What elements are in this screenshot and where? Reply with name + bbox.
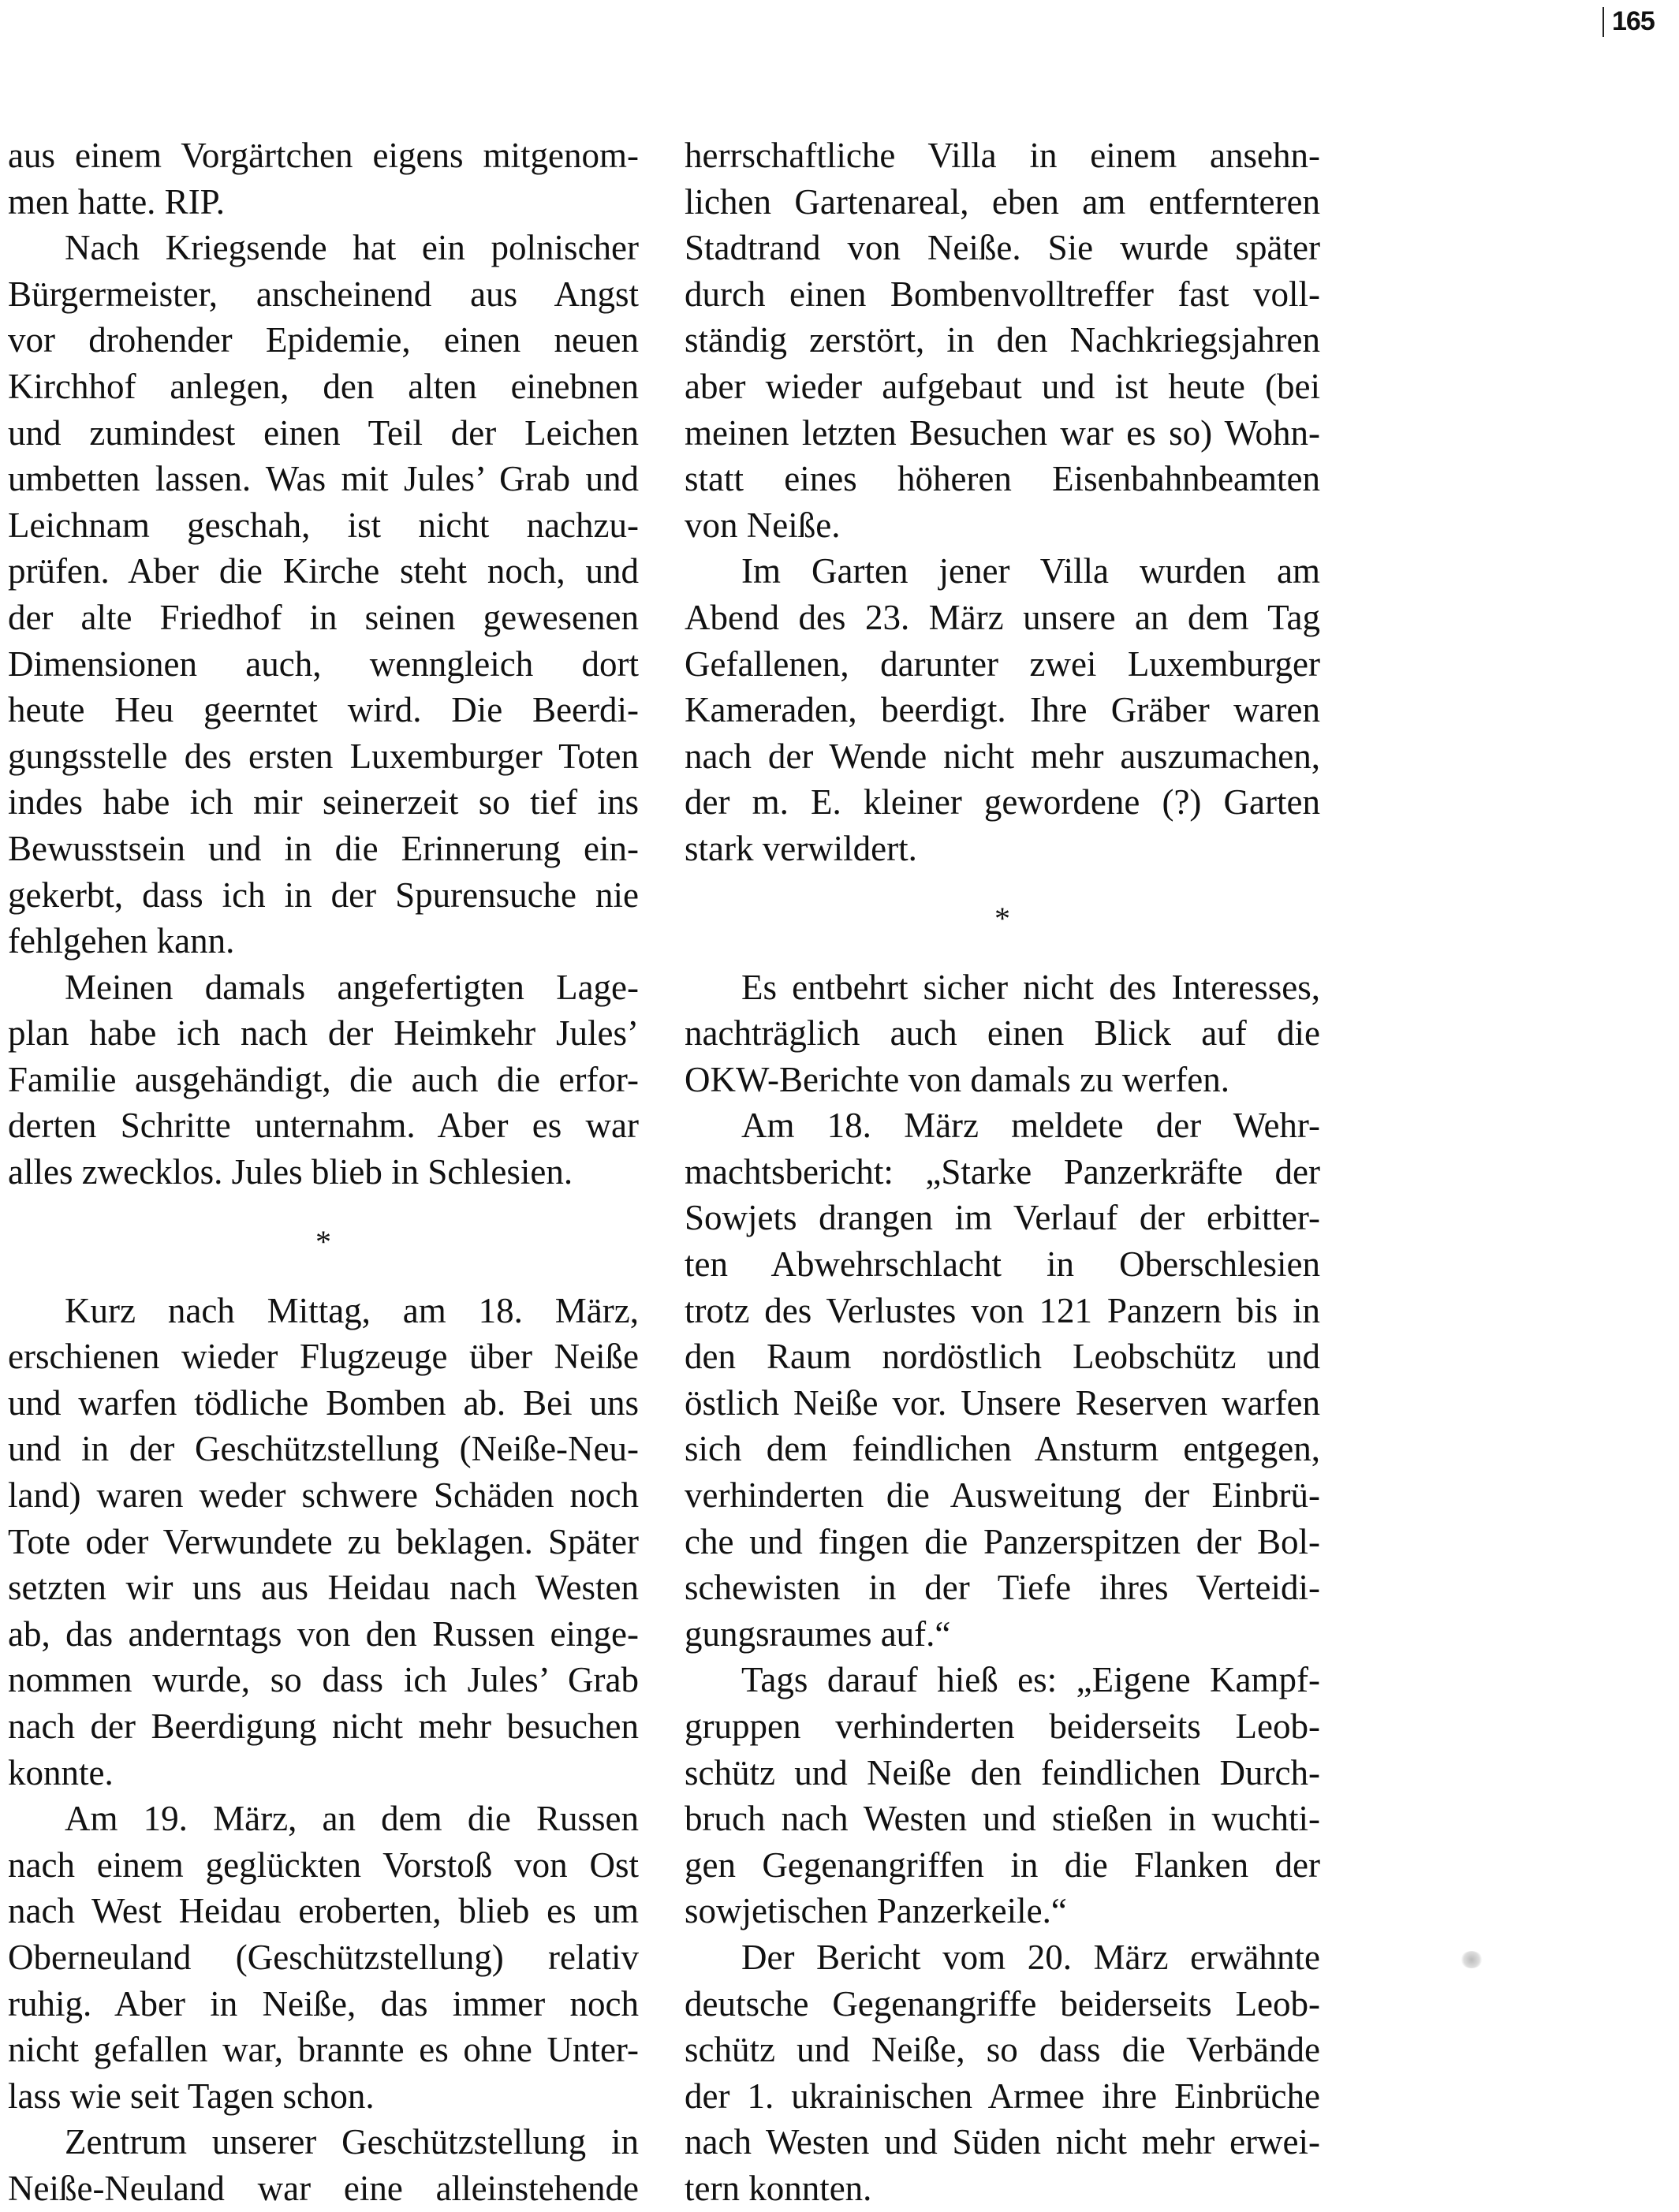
text-line: nach West Heidau eroberten, blieb es um [8,1891,639,1931]
paragraph-first-line: Am 18. März meldete der Wehr- [741,1106,1320,1146]
text-line: schütz und Neiße, so dass die Verbände [685,2030,1320,2070]
text-line: gungsstelle des ersten Luxemburger Toten [8,736,639,776]
page-number: 165 [1612,6,1655,36]
page-header [1603,6,1655,37]
text-line: Dimensionen auch, wenngleich dort [8,643,639,684]
text-line: gungsraumes auf.“ [685,1613,951,1654]
text-line: schütz und Neiße den feindlichen Durch- [685,1752,1320,1792]
text-line: Sowjets drangen im Verlauf der erbitter- [685,1198,1320,1238]
text-line: Bewusstsein und in die Erinnerung ein- [8,828,639,868]
text-line: indes habe ich mir seinerzeit so tief ins [8,782,639,823]
text-line: nommen wurde, so dass ich Jules’ Grab [8,1660,639,1700]
text-line: Tote oder Verwundete zu beklagen. Später [8,1521,639,1561]
text-line: aus einem Vorgärtchen eigens mitgenom- [8,136,639,175]
text-line: östlich Neiße vor. Unsere Reserven warfen [685,1382,1320,1423]
text-line: Abend des 23. März unsere an dem Tag [685,597,1320,637]
text-line: der m. E. kleiner gewordene (?) Garten [685,782,1320,823]
paragraph-first-line: Am 19. März, an dem die Russen [65,1799,639,1839]
text-line: che und fingen die Panzerspitzen der Bol- [685,1521,1320,1561]
text-line: Leichnam geschah, ist nicht nachzu- [8,505,639,545]
text-line: fehlgehen kann. [8,921,235,961]
text-line: Kameraden, beerdigt. Ihre Gräber waren [685,690,1320,730]
text-line: umbetten lassen. Was mit Jules’ Grab und [8,459,639,499]
section-separator-asterisk-icon: * [315,1223,331,1259]
text-line: konnte. [8,1752,114,1792]
text-line: gekerbt, dass ich in der Spurensuche nie [8,875,639,915]
text-line: und in der Geschützstellung (Neiße-Neu- [8,1429,639,1469]
text-line: ten Abwehrschlacht in Oberschlesien [685,1244,1320,1285]
text-line: machtsbericht: „Starke Panzerkräfte der [685,1151,1320,1192]
text-line: deutsche Gegenangriffe beiderseits Leob- [685,1983,1320,2024]
text-line: setzten wir uns aus Heidau nach Westen [8,1568,639,1608]
text-line: meinen letzten Besuchen war es so) Wohn- [685,412,1320,453]
text-line: stark verwildert. [685,828,917,868]
text-line: bruch nach Westen und stießen in wuchti- [685,1799,1320,1839]
text-line: Familie ausgehändigt, die auch die erfor- [8,1059,639,1099]
text-line: lichen Gartenareal, eben am entfernteren [685,181,1320,222]
text-line: ständig zerstört, in den Nachkriegsjahren [685,320,1320,360]
left-text-column [8,132,639,2212]
text-line: und zumindest einen Teil der Leichen [8,412,639,453]
text-line: lass wie seit Tagen schon. [8,2076,375,2116]
text-line: trotz des Verlustes von 121 Panzern bis in [685,1290,1320,1330]
text-line: aber wieder aufgebaut und ist heute (bei [685,366,1320,406]
paragraph-first-line: Meinen damals angefertigten Lage- [65,967,639,1007]
paragraph-first-line: Der Bericht vom 20. März erwähnte [741,1937,1320,1977]
text-line: Kirchhof anlegen, den alten einebnen [8,366,639,406]
text-line: Bürgermeister, anscheinend aus Angst [8,274,639,314]
text-line: Oberneuland (Geschützstellung) relativ [8,1937,639,1977]
text-line: verhinderten die Ausweitung der Einbrü- [685,1475,1320,1516]
paragraph-first-line: Tags darauf hieß es: „Eigene Kampf- [741,1660,1320,1700]
paragraph-first-line: Es entbehrt sicher nicht des Interesses, [741,967,1320,1007]
text-line: nachträglich auch einen Blick auf die [685,1013,1320,1054]
text-line: prüfen. Aber die Kirche steht noch, und [8,551,639,591]
text-line: ruhig. Aber in Neiße, das immer noch [8,1983,639,2024]
scan-smudge [1461,1951,1483,1968]
text-line: derten Schritte unternahm. Aber es war [8,1106,639,1146]
text-line: land) waren weder schwere Schäden noch [8,1475,639,1516]
paragraph-first-line: Kurz nach Mittag, am 18. März, [65,1290,639,1330]
text-line: nach einem geglückten Vorstoß von Ost [8,1845,639,1885]
text-line: sich dem feindlichen Ansturm entgegen, [685,1429,1320,1469]
text-line: der 1. ukrainischen Armee ihre Einbrüche [685,2076,1320,2116]
paragraph-first-line: Nach Kriegsende hat ein polnischer [65,228,639,268]
text-line: men hatte. RIP. [8,181,225,222]
text-line: Neiße-Neuland war eine alleinstehende [8,2168,639,2208]
text-line: nach der Wende nicht mehr auszumachen, [685,736,1320,776]
text-line: nicht gefallen war, brannte es ohne Unter- [8,2030,639,2070]
text-line: Gefallenen, darunter zwei Luxemburger [685,643,1320,684]
text-line: gen Gegenangriffen in die Flanken der [685,1845,1320,1885]
text-line: schewisten in der Tiefe ihres Verteidi- [685,1568,1320,1608]
text-line: erschienen wieder Flugzeuge über Neiße [8,1337,639,1377]
text-line: vor drohender Epidemie, einen neuen [8,320,639,360]
text-line: sowjetischen Panzerkeile.“ [685,1891,1067,1931]
text-line: von Neiße. [685,505,841,545]
text-line: gruppen verhinderten beiderseits Leob- [685,1707,1320,1746]
text-line: den Raum nordöstlich Leobschütz und [685,1337,1320,1377]
text-line: Stadtrand von Neiße. Sie wurde später [685,228,1320,268]
text-line: OKW-Berichte von damals zu werfen. [685,1059,1229,1099]
section-separator-asterisk-icon: * [994,900,1010,936]
header-rule [1603,7,1604,37]
text-line: heute Heu geerntet wird. Die Beerdi- [8,690,639,730]
text-line: alles zwecklos. Jules blieb in Schlesien. [8,1152,573,1192]
text-line: nach Westen und Süden nicht mehr erwei- [685,2122,1320,2162]
text-line: tern konnten. [685,2168,872,2208]
text-line: nach der Beerdigung nicht mehr besuchen [8,1707,639,1746]
paragraph-first-line: Zentrum unserer Geschützstellung in [65,2122,639,2162]
text-line: der alte Friedhof in seinen gewesenen [8,597,639,637]
text-line: ab, das anderntags von den Russen einge- [8,1613,639,1654]
text-line: durch einen Bombenvolltreffer fast voll- [685,274,1320,314]
text-line: plan habe ich nach der Heimkehr Jules’ [8,1013,639,1054]
text-line: und warfen tödliche Bomben ab. Bei uns [8,1382,639,1423]
text-line: herrschaftliche Villa in einem ansehn- [685,136,1320,175]
right-text-column [685,132,1320,2212]
paragraph-first-line: Im Garten jener Villa wurden am [741,551,1320,591]
text-line: statt eines höheren Eisenbahnbeamten [685,459,1320,499]
